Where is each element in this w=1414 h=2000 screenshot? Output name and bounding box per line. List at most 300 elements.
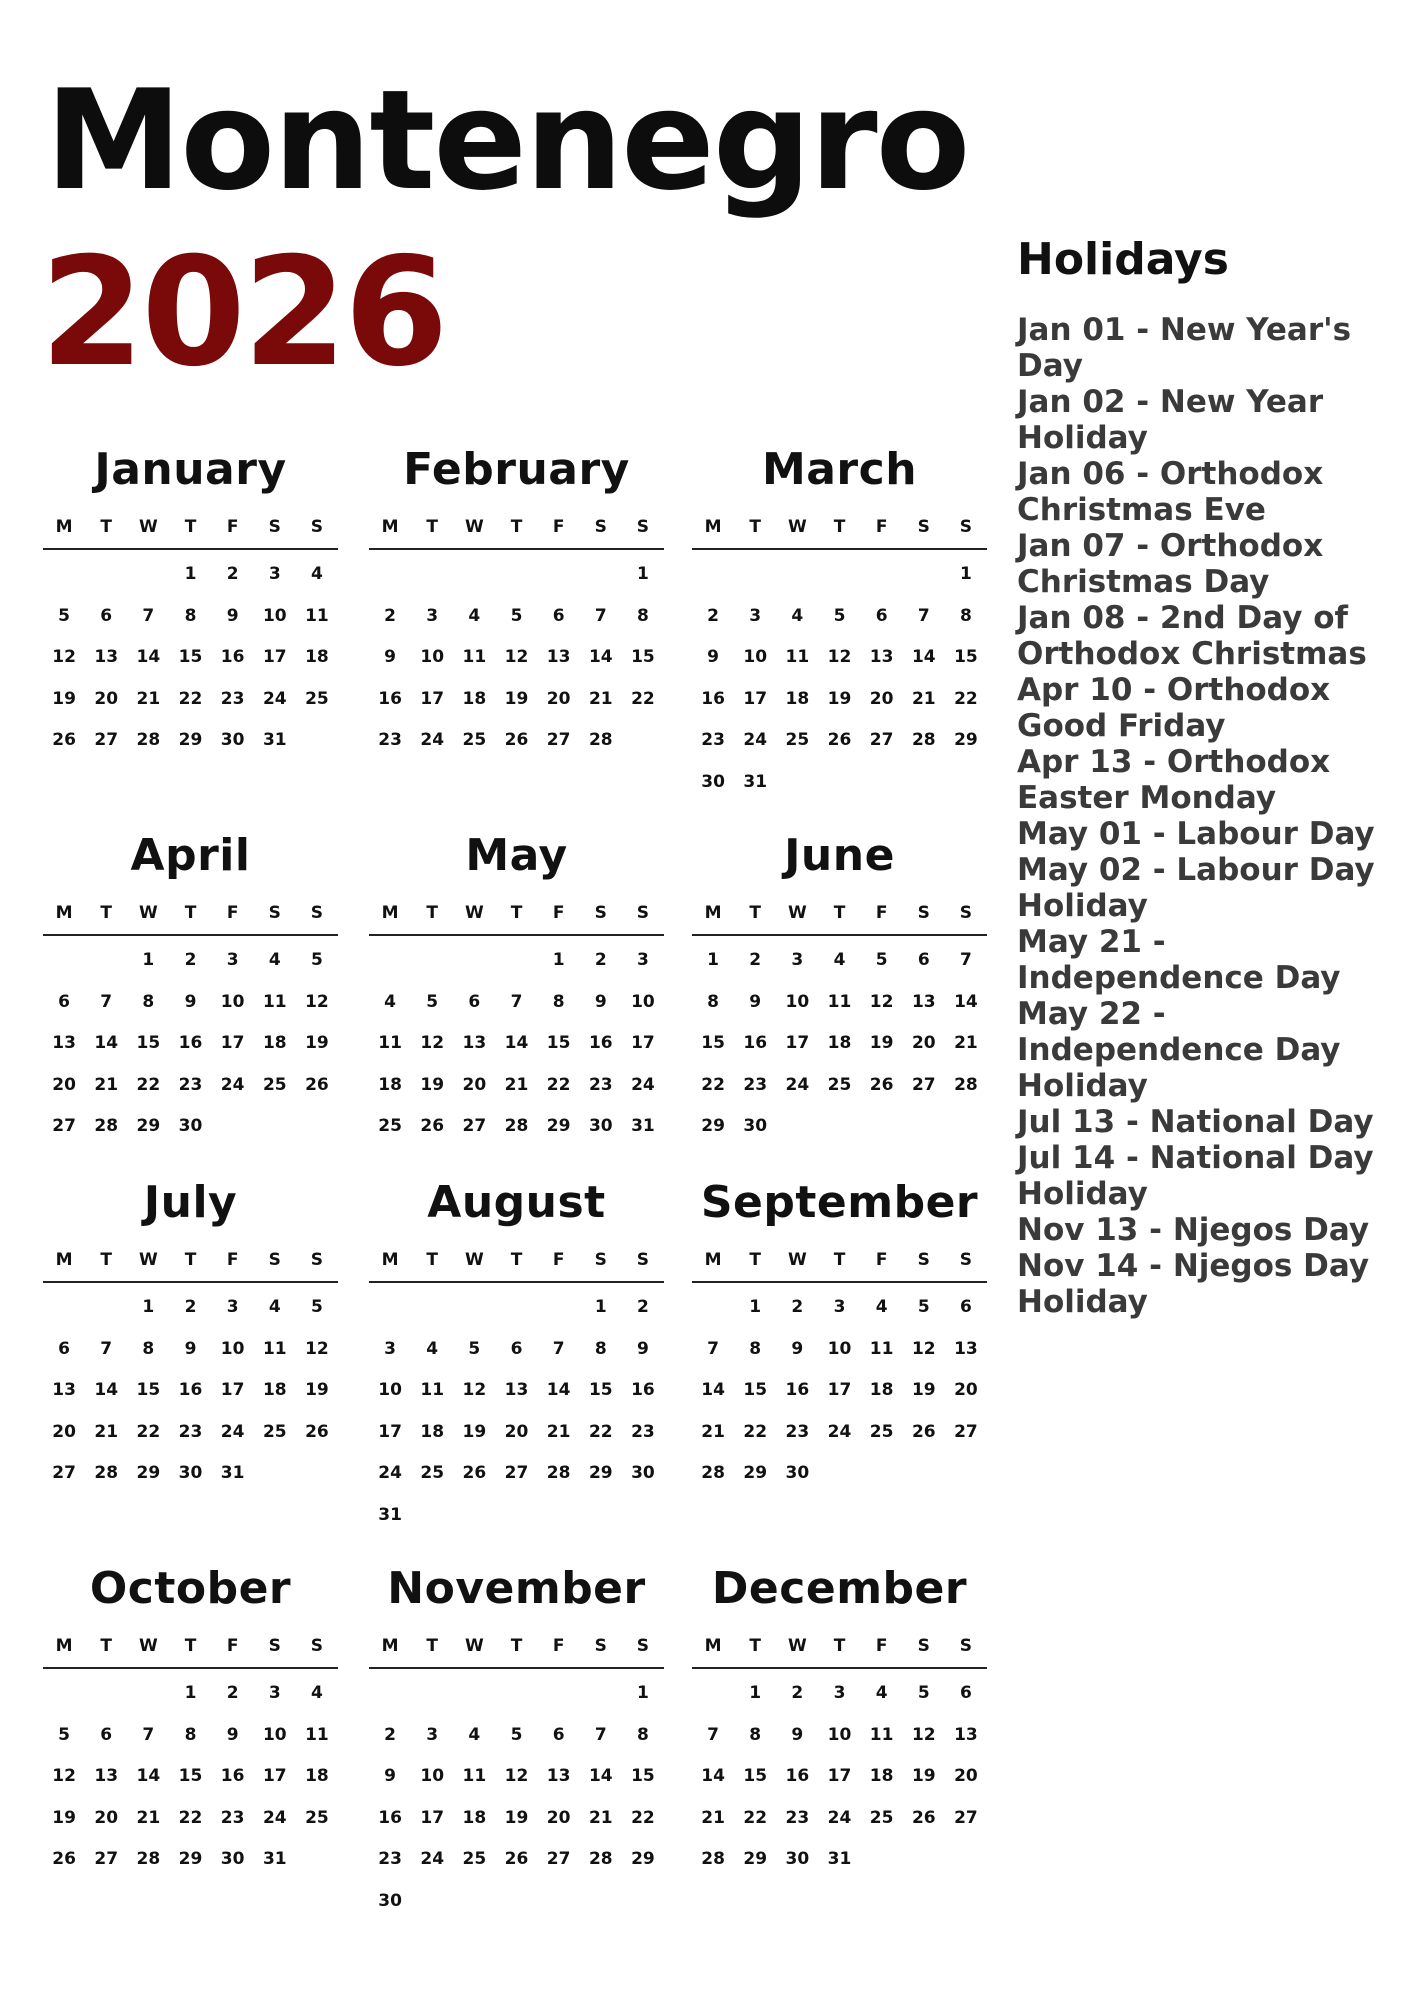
day-cell: 9 (791, 1338, 804, 1359)
day-cell: 21 (136, 1807, 161, 1828)
day-cell: 30 (743, 1116, 768, 1136)
weekday-header: S (917, 1250, 930, 1270)
day-cell: 22 (743, 1807, 768, 1828)
day-cell: 26 (869, 1074, 894, 1095)
day-cell: 3 (749, 605, 762, 626)
day-cell: 16 (178, 1033, 203, 1053)
day-cell: 20 (94, 1807, 119, 1828)
day-cell: 31 (220, 1463, 245, 1483)
day-cell: 25 (869, 1421, 894, 1442)
weekday-header: S (959, 517, 973, 537)
day-cell: 4 (875, 1683, 888, 1703)
day-cell: 12 (420, 1033, 445, 1053)
day-cell: 13 (954, 1338, 978, 1359)
day-cell: 14 (136, 647, 161, 667)
weekday-header: T (100, 903, 113, 923)
day-cell: 29 (136, 1463, 161, 1483)
day-cell: 23 (631, 1421, 655, 1442)
weekday-header: F (226, 517, 239, 537)
day-cell: 10 (420, 1766, 445, 1786)
day-cell: 12 (911, 1338, 936, 1359)
day-cell: 1 (184, 1683, 197, 1703)
day-cell: 7 (142, 1724, 155, 1745)
day-cell: 7 (707, 1724, 719, 1745)
day-cell: 23 (378, 730, 402, 750)
holiday-item: Jan 01 - New Year's Day (1017, 312, 1352, 384)
day-cell: 22 (743, 1421, 768, 1442)
weekday-header: T (426, 1636, 439, 1656)
day-cell: 19 (305, 1380, 329, 1400)
day-cell: 12 (305, 991, 329, 1012)
day-cell: 29 (743, 1463, 768, 1483)
day-cell: 13 (94, 1766, 119, 1786)
weekday-header: W (138, 517, 158, 537)
country-title: Montenegro (45, 60, 969, 221)
day-cell: 31 (378, 1504, 402, 1525)
day-cell: 21 (911, 688, 936, 709)
day-cell: 17 (220, 1033, 245, 1053)
day-grid (692, 1283, 987, 1495)
day-cell: 7 (594, 605, 607, 626)
day-cell: 10 (743, 647, 768, 667)
day-cell: 8 (749, 1338, 762, 1359)
empty-day-cell (692, 554, 734, 596)
month-may (369, 828, 664, 1148)
weekday-header: T (833, 1250, 846, 1270)
day-cell: 3 (268, 1683, 281, 1703)
day-cell: 20 (94, 688, 119, 709)
day-cell: 9 (184, 1338, 197, 1359)
weekday-header: T (510, 517, 523, 537)
day-cell: 11 (869, 1724, 894, 1745)
weekday-header: S (959, 903, 973, 923)
day-cell: 5 (917, 1297, 930, 1317)
day-cell: 19 (52, 1807, 76, 1828)
holidays-panel (1017, 232, 1397, 1320)
day-cell: 22 (954, 688, 978, 709)
weekday-header: S (268, 903, 281, 923)
day-cell: 10 (420, 647, 445, 667)
weekday-header: F (226, 1250, 239, 1270)
day-cell: 24 (378, 1463, 402, 1483)
month-name: August (427, 1177, 606, 1228)
day-cell: 27 (504, 1463, 529, 1483)
empty-day-cell (369, 1673, 411, 1715)
weekday-header: S (959, 1636, 973, 1656)
weekday-header: W (138, 1636, 158, 1656)
day-cell: 6 (100, 605, 113, 626)
day-cell: 15 (631, 1766, 655, 1786)
day-cell: 20 (911, 1033, 936, 1053)
day-cell: 12 (52, 1766, 76, 1786)
weekday-header: M (381, 903, 399, 923)
day-cell: 30 (378, 1890, 402, 1911)
day-cell: 5 (833, 605, 846, 626)
day-cell: 18 (305, 1766, 329, 1786)
day-cell: 3 (226, 950, 239, 970)
weekday-header-row (692, 892, 987, 936)
day-cell: 29 (178, 1849, 203, 1869)
day-cell: 12 (462, 1380, 487, 1400)
day-cell: 15 (954, 647, 978, 667)
day-cell: 27 (94, 1849, 119, 1869)
day-cell: 9 (384, 647, 396, 667)
weekday-header: F (552, 903, 565, 923)
day-cell: 31 (743, 771, 768, 792)
day-cell: 10 (827, 1724, 852, 1745)
day-cell: 31 (262, 1849, 287, 1869)
day-cell: 18 (262, 1033, 287, 1053)
day-cell: 12 (504, 647, 529, 667)
day-cell: 13 (954, 1724, 978, 1745)
day-cell: 6 (552, 1724, 565, 1745)
day-cell: 12 (869, 991, 894, 1012)
day-cell: 24 (631, 1074, 655, 1095)
day-cell: 1 (749, 1297, 762, 1317)
day-cell: 2 (707, 605, 719, 626)
empty-day-cell (453, 1673, 495, 1715)
weekday-header: T (100, 517, 113, 537)
day-cell: 15 (631, 647, 655, 667)
weekday-header: M (55, 517, 73, 537)
empty-day-cell (495, 554, 537, 596)
weekday-header: W (787, 1636, 807, 1656)
day-cell: 27 (94, 730, 119, 750)
weekday-header: S (268, 517, 281, 537)
day-cell: 16 (378, 1807, 402, 1828)
empty-day-cell (692, 1673, 734, 1715)
weekday-header-row (43, 892, 338, 936)
holiday-item: Jan 02 - New Year Holiday (1017, 384, 1324, 456)
weekday-header: S (310, 517, 324, 537)
day-cell: 1 (142, 1297, 155, 1317)
day-cell: 9 (707, 647, 719, 667)
day-cell: 28 (136, 730, 161, 750)
day-cell: 17 (420, 1807, 445, 1828)
day-cell: 30 (178, 1116, 203, 1136)
weekday-header: T (184, 1250, 197, 1270)
day-cell: 6 (58, 991, 70, 1012)
day-cell: 8 (707, 991, 719, 1012)
day-cell: 5 (58, 605, 70, 626)
weekday-header-row (43, 506, 338, 550)
day-cell: 23 (378, 1849, 402, 1869)
day-cell: 13 (911, 991, 936, 1012)
day-cell: 30 (220, 730, 245, 750)
day-cell: 26 (305, 1421, 329, 1442)
weekday-header-row (369, 1625, 664, 1669)
month-december (692, 1561, 987, 1881)
day-cell: 9 (226, 1724, 239, 1745)
weekday-header-row (43, 1625, 338, 1669)
day-cell: 19 (420, 1074, 445, 1095)
day-cell: 7 (142, 605, 155, 626)
day-cell: 25 (420, 1463, 445, 1483)
weekday-header: T (833, 517, 846, 537)
weekday-header-row (369, 1239, 664, 1283)
day-cell: 6 (552, 605, 565, 626)
day-cell: 11 (462, 647, 487, 667)
day-cell: 16 (701, 688, 725, 709)
day-cell: 2 (749, 950, 762, 970)
day-cell: 19 (869, 1033, 894, 1053)
holiday-item: Apr 10 - Orthodox Good Friday (1017, 672, 1331, 744)
day-cell: 16 (785, 1380, 810, 1400)
day-cell: 22 (136, 1074, 161, 1095)
day-cell: 29 (178, 730, 203, 750)
day-cell: 11 (378, 1033, 402, 1053)
day-cell: 28 (701, 1849, 725, 1869)
weekday-header: T (184, 517, 197, 537)
weekday-header: T (510, 903, 523, 923)
day-cell: 28 (94, 1116, 119, 1136)
day-cell: 27 (954, 1807, 978, 1828)
day-cell: 3 (426, 605, 439, 626)
day-cell: 14 (588, 647, 613, 667)
weekday-header: M (381, 1636, 399, 1656)
day-cell: 11 (262, 1338, 287, 1359)
day-cell: 20 (546, 688, 571, 709)
month-september (692, 1175, 987, 1495)
day-grid (369, 1283, 664, 1536)
month-name: December (711, 1563, 968, 1614)
weekday-header: W (138, 1250, 158, 1270)
day-cell: 20 (52, 1421, 76, 1442)
weekday-header: S (917, 903, 930, 923)
empty-day-cell (411, 1673, 453, 1715)
day-grid (369, 1669, 664, 1922)
day-cell: 3 (833, 1683, 846, 1703)
day-cell: 30 (785, 1849, 810, 1869)
day-cell: 5 (510, 605, 523, 626)
day-cell: 17 (785, 1033, 810, 1053)
day-cell: 22 (546, 1074, 571, 1095)
weekday-header: W (787, 517, 807, 537)
day-cell: 3 (384, 1338, 396, 1359)
weekday-header: F (875, 1250, 888, 1270)
day-cell: 16 (588, 1033, 613, 1053)
weekday-header: S (268, 1636, 281, 1656)
day-cell: 16 (178, 1380, 203, 1400)
day-cell: 13 (462, 1033, 487, 1053)
month-june (692, 828, 987, 1148)
day-cell: 6 (100, 1724, 113, 1745)
day-cell: 9 (226, 605, 239, 626)
day-cell: 26 (305, 1074, 329, 1095)
day-cell: 30 (220, 1849, 245, 1869)
day-cell: 21 (588, 1807, 613, 1828)
empty-day-cell (453, 554, 495, 596)
month-name: June (784, 830, 895, 881)
day-cell: 29 (136, 1116, 161, 1136)
weekday-header: T (426, 903, 439, 923)
weekday-header: W (787, 903, 807, 923)
day-cell: 8 (749, 1724, 762, 1745)
day-cell: 7 (959, 950, 972, 970)
day-cell: 14 (701, 1766, 725, 1786)
day-cell: 23 (220, 688, 245, 709)
day-cell: 22 (178, 1807, 203, 1828)
day-cell: 7 (100, 1338, 113, 1359)
holiday-list (1017, 312, 1397, 1320)
day-cell: 4 (310, 564, 323, 584)
day-cell: 2 (594, 950, 607, 970)
weekday-header: S (310, 903, 324, 923)
day-cell: 25 (378, 1116, 402, 1136)
weekday-header: T (100, 1250, 113, 1270)
day-cell: 4 (791, 605, 804, 626)
day-cell: 23 (785, 1807, 810, 1828)
day-cell: 31 (631, 1116, 655, 1136)
day-cell: 28 (546, 1463, 571, 1483)
holiday-item: Nov 14 - Njegos Day Holiday (1017, 1248, 1370, 1320)
day-cell: 16 (220, 1766, 245, 1786)
day-cell: 8 (636, 1724, 649, 1745)
day-cell: 6 (917, 950, 930, 970)
day-cell: 4 (468, 1724, 481, 1745)
day-cell: 19 (504, 688, 529, 709)
day-cell: 9 (749, 991, 762, 1012)
day-grid (369, 936, 664, 1148)
weekday-header-row (369, 892, 664, 936)
empty-day-cell (43, 554, 85, 596)
day-cell: 31 (262, 730, 287, 750)
empty-day-cell (85, 940, 127, 982)
weekday-header: S (594, 1636, 607, 1656)
day-cell: 10 (262, 605, 287, 626)
day-cell: 21 (546, 1421, 571, 1442)
day-cell: 1 (142, 950, 155, 970)
day-cell: 28 (94, 1463, 119, 1483)
day-cell: 22 (631, 688, 655, 709)
day-cell: 21 (701, 1807, 725, 1828)
month-november (369, 1561, 664, 1922)
day-cell: 14 (504, 1033, 529, 1053)
weekday-header: M (55, 1250, 73, 1270)
day-cell: 23 (701, 730, 725, 750)
day-cell: 1 (594, 1297, 607, 1317)
day-cell: 1 (749, 1683, 762, 1703)
day-cell: 29 (954, 730, 978, 750)
weekday-header: F (875, 1636, 888, 1656)
day-cell: 29 (588, 1463, 613, 1483)
day-cell: 19 (305, 1033, 329, 1053)
day-cell: 5 (468, 1338, 481, 1359)
day-cell: 8 (552, 991, 565, 1012)
day-cell: 1 (959, 564, 972, 584)
day-cell: 24 (827, 1807, 852, 1828)
empty-day-cell (776, 554, 818, 596)
day-cell: 23 (178, 1421, 203, 1442)
day-cell: 15 (136, 1380, 161, 1400)
day-cell: 24 (420, 1849, 445, 1869)
empty-day-cell (369, 1287, 411, 1329)
month-name: September (700, 1177, 979, 1228)
day-cell: 6 (959, 1297, 972, 1317)
day-cell: 24 (220, 1421, 245, 1442)
day-cell: 26 (827, 730, 852, 750)
day-cell: 20 (546, 1807, 571, 1828)
day-cell: 8 (636, 605, 649, 626)
empty-day-cell (538, 1287, 580, 1329)
day-cell: 9 (594, 991, 607, 1012)
day-cell: 3 (226, 1297, 239, 1317)
weekday-header: S (636, 517, 650, 537)
day-cell: 28 (588, 1849, 613, 1869)
day-cell: 22 (631, 1807, 655, 1828)
day-cell: 17 (827, 1766, 852, 1786)
day-cell: 7 (917, 605, 930, 626)
empty-day-cell (43, 1287, 85, 1329)
day-cell: 28 (954, 1074, 978, 1095)
day-cell: 15 (136, 1033, 161, 1053)
day-cell: 14 (588, 1766, 613, 1786)
day-cell: 14 (701, 1380, 725, 1400)
weekday-header-row (43, 1239, 338, 1283)
weekday-header: S (310, 1636, 324, 1656)
day-cell: 17 (262, 1766, 287, 1786)
day-cell: 24 (220, 1074, 245, 1095)
day-cell: 21 (588, 688, 613, 709)
weekday-header: T (426, 1250, 439, 1270)
weekday-header: T (184, 1636, 197, 1656)
empty-day-cell (369, 554, 411, 596)
day-cell: 16 (785, 1766, 810, 1786)
day-cell: 14 (954, 991, 978, 1012)
day-cell: 27 (954, 1421, 978, 1442)
day-cell: 8 (184, 605, 197, 626)
day-cell: 7 (707, 1338, 719, 1359)
weekday-header: S (268, 1250, 281, 1270)
day-cell: 1 (636, 1683, 649, 1703)
day-cell: 13 (52, 1033, 76, 1053)
weekday-header: S (917, 517, 930, 537)
day-cell: 31 (827, 1849, 852, 1869)
empty-day-cell (453, 1287, 495, 1329)
day-cell: 25 (305, 1807, 329, 1828)
day-cell: 19 (911, 1766, 936, 1786)
day-cell: 18 (462, 688, 487, 709)
day-cell: 20 (954, 1380, 978, 1400)
day-cell: 11 (827, 991, 852, 1012)
day-cell: 8 (142, 991, 155, 1012)
weekday-header: M (381, 1250, 399, 1270)
day-cell: 26 (911, 1421, 936, 1442)
day-cell: 3 (833, 1297, 846, 1317)
day-cell: 29 (631, 1849, 655, 1869)
day-cell: 1 (184, 564, 197, 584)
day-cell: 20 (869, 688, 894, 709)
empty-day-cell (453, 940, 495, 982)
day-cell: 10 (220, 1338, 245, 1359)
day-cell: 18 (869, 1766, 894, 1786)
day-cell: 25 (262, 1074, 287, 1095)
month-january (43, 442, 338, 762)
day-cell: 5 (310, 1297, 323, 1317)
day-cell: 4 (426, 1338, 439, 1359)
empty-day-cell (127, 554, 169, 596)
day-cell: 25 (869, 1807, 894, 1828)
day-cell: 11 (262, 991, 287, 1012)
empty-day-cell (369, 940, 411, 982)
day-cell: 16 (743, 1033, 768, 1053)
day-cell: 6 (510, 1338, 523, 1359)
day-cell: 21 (94, 1074, 119, 1095)
day-cell: 27 (546, 1849, 571, 1869)
empty-day-cell (411, 940, 453, 982)
day-cell: 26 (420, 1116, 445, 1136)
day-cell: 17 (743, 688, 768, 709)
